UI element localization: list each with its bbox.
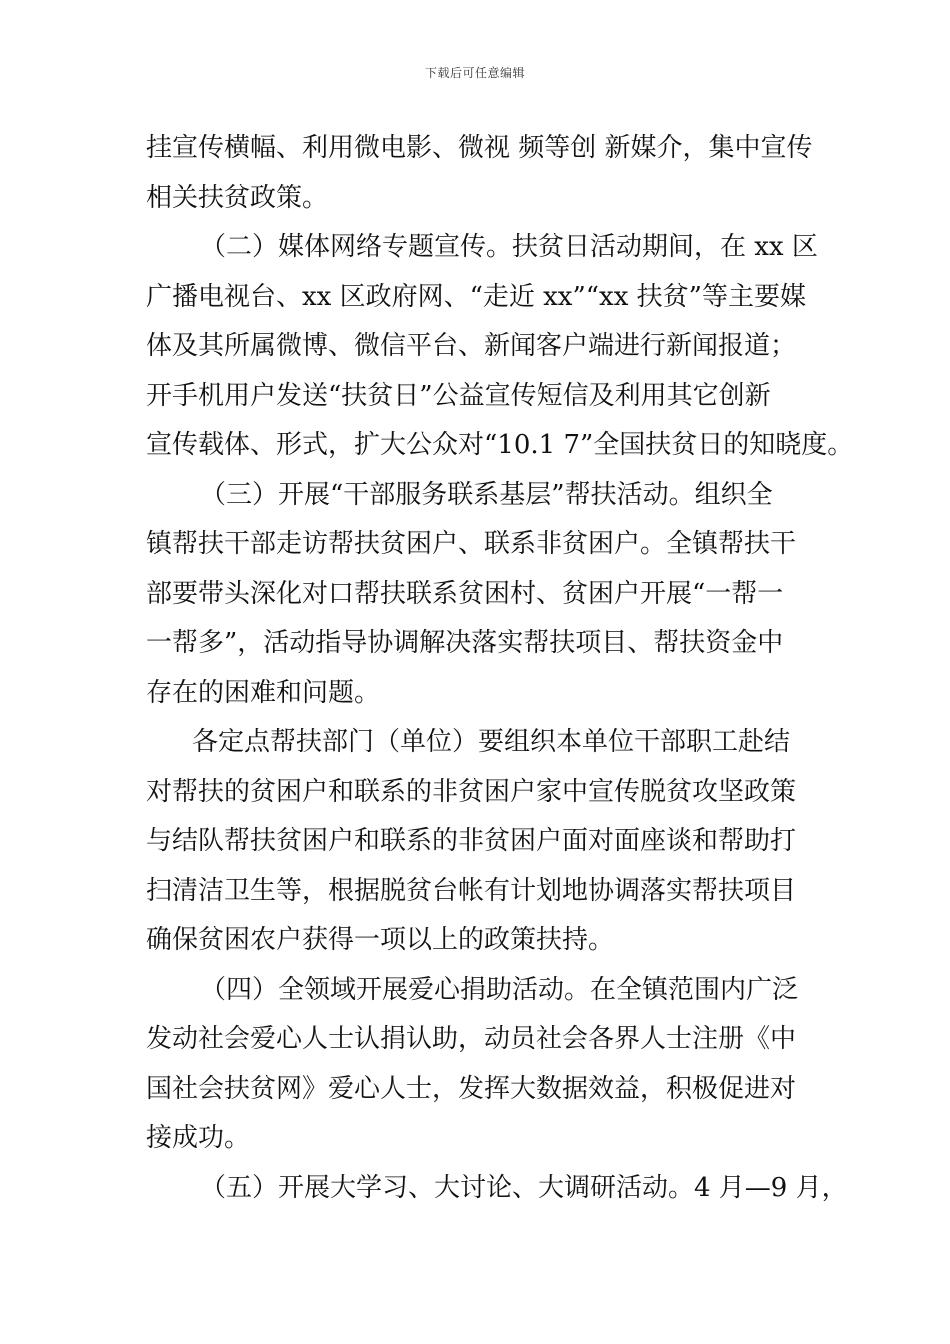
- text-line: （五）开展大学习、大讨论、大调研活动。4 月—9 月，: [200, 1172, 848, 1203]
- text-line: 与结队帮扶贫困户和联系的非贫困户面对面座谈和帮助打: [146, 826, 797, 856]
- text-line: 一帮多”，活动指导协调解决落实帮扶项目、帮扶资金中: [146, 628, 784, 658]
- text-line: 国社会扶贫网》爱心人士，发挥大数据效益，积极促进对: [146, 1073, 797, 1104]
- text-line: 部要带头深化对口帮扶联系贫困村、贫困户开展“一帮一: [146, 578, 784, 609]
- text-line: 对帮扶的贫困户和联系的非贫困户家中宣传脱贫攻坚政策: [146, 776, 797, 807]
- text-line: 接成功。: [146, 1123, 251, 1153]
- text-line: 各定点帮扶部门（单位）要组织本单位干部职工赴结: [192, 727, 791, 757]
- text-line: 发动社会爱心人士认捐认助，动员社会各界人士注册《中: [146, 1024, 797, 1054]
- text-line: 存在的困难和问题。: [146, 677, 381, 708]
- page-header: 下载后可任意编辑: [424, 66, 525, 80]
- document-body: [146, 124, 854, 1213]
- text-line: 宣传载体、形式，扩大公众对“10.1 7”全国扶贫日的知晓度。: [146, 430, 854, 460]
- text-line: 广播电视台、xx 区政府网、“走近 xx”“xx 扶贫”等主要媒: [146, 281, 806, 312]
- text-line: 挂宣传横幅、利用微电影、微视 频等创 新媒介，集中宣传: [146, 133, 813, 163]
- text-line: 体及其所属微博、微信平台、新闻客户端进行新闻报道；: [146, 331, 797, 361]
- text-line: 开手机用户发送“扶贫日”公益宣传短信及利用其它创新: [146, 380, 771, 411]
- text-line: 相关扶贫政策。: [146, 182, 329, 213]
- text-line: 扫清洁卫生等，根据脱贫台帐有计划地协调落实帮扶项目: [146, 875, 797, 906]
- text-line: （四）全领域开展爱心捐助活动。在全镇范围内广泛: [200, 974, 799, 1005]
- text-line: （三）开展“干部服务联系基层”帮扶活动。组织全: [200, 479, 773, 510]
- text-line: 镇帮扶干部走访帮扶贫困户、联系非贫困户。全镇帮扶干: [146, 529, 797, 559]
- text-line: （二）媒体网络专题宣传。扶贫日活动期间，在 xx 区: [200, 232, 818, 262]
- text-line: 确保贫困农户获得一项以上的政策扶持。: [146, 925, 615, 955]
